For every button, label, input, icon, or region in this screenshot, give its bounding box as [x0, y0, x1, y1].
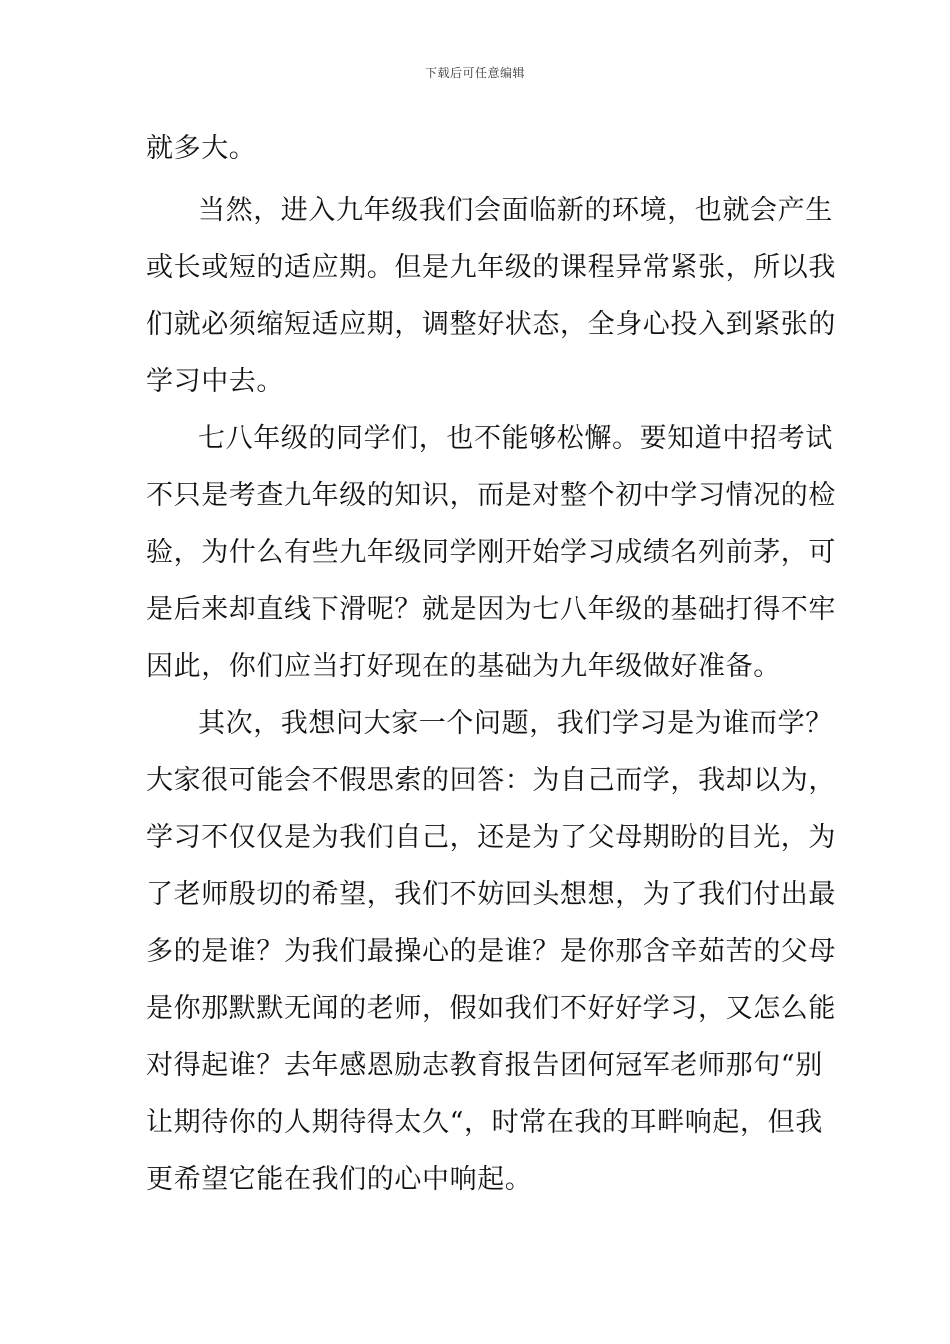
text-line: 验，为什么有些九年级同学刚开始学习成绩名列前茅，可 — [146, 537, 836, 568]
text-line: 其次，我想问大家一个问题，我们学习是为谁而学？ — [198, 708, 833, 739]
text-line: 不只是考查九年级的知识，而是对整个初中学习情况的检 — [146, 480, 836, 511]
text-line: 七八年级的同学们，也不能够松懈。要知道中招考试 — [198, 423, 833, 454]
text-line: 是后来却直线下滑呢？就是因为七八年级的基础打得不牢 — [146, 594, 836, 625]
text-line: 对得起谁？去年感恩励志教育报告团何冠军老师那句“别 — [146, 1050, 823, 1081]
text-line: 学习不仅仅是为我们自己，还是为了父母期盼的目光，为 — [146, 822, 836, 853]
text-line: 了老师殷切的希望，我们不妨回头想想，为了我们付出最 — [146, 879, 836, 910]
text-line: 更希望它能在我们的心中响起。 — [146, 1164, 533, 1195]
text-line: 因此，你们应当打好现在的基础为九年级做好准备。 — [146, 651, 781, 682]
text-line: 大家很可能会不假思索的回答：为自己而学，我却以为， — [146, 765, 836, 796]
text-line: 们就必须缩短适应期，调整好状态，全身心投入到紧张的 — [146, 309, 836, 340]
text-line: 当然，进入九年级我们会面临新的环境，也就会产生 — [198, 195, 833, 226]
text-line: 就多大。 — [146, 133, 257, 164]
text-line: 学习中去。 — [146, 366, 284, 397]
text-line: 让期待你的人期待得太久“，时常在我的耳畔响起，但我 — [146, 1107, 823, 1138]
text-line: 多的是谁？为我们最操心的是谁？是你那含辛茹苦的父母 — [146, 936, 836, 967]
page-header: 下载后可任意编辑 — [424, 66, 525, 80]
text-line: 或长或短的适应期。但是九年级的课程异常紧张，所以我 — [146, 252, 836, 283]
text-line: 是你那默默无闻的老师，假如我们不好好学习，又怎么能 — [146, 993, 836, 1024]
